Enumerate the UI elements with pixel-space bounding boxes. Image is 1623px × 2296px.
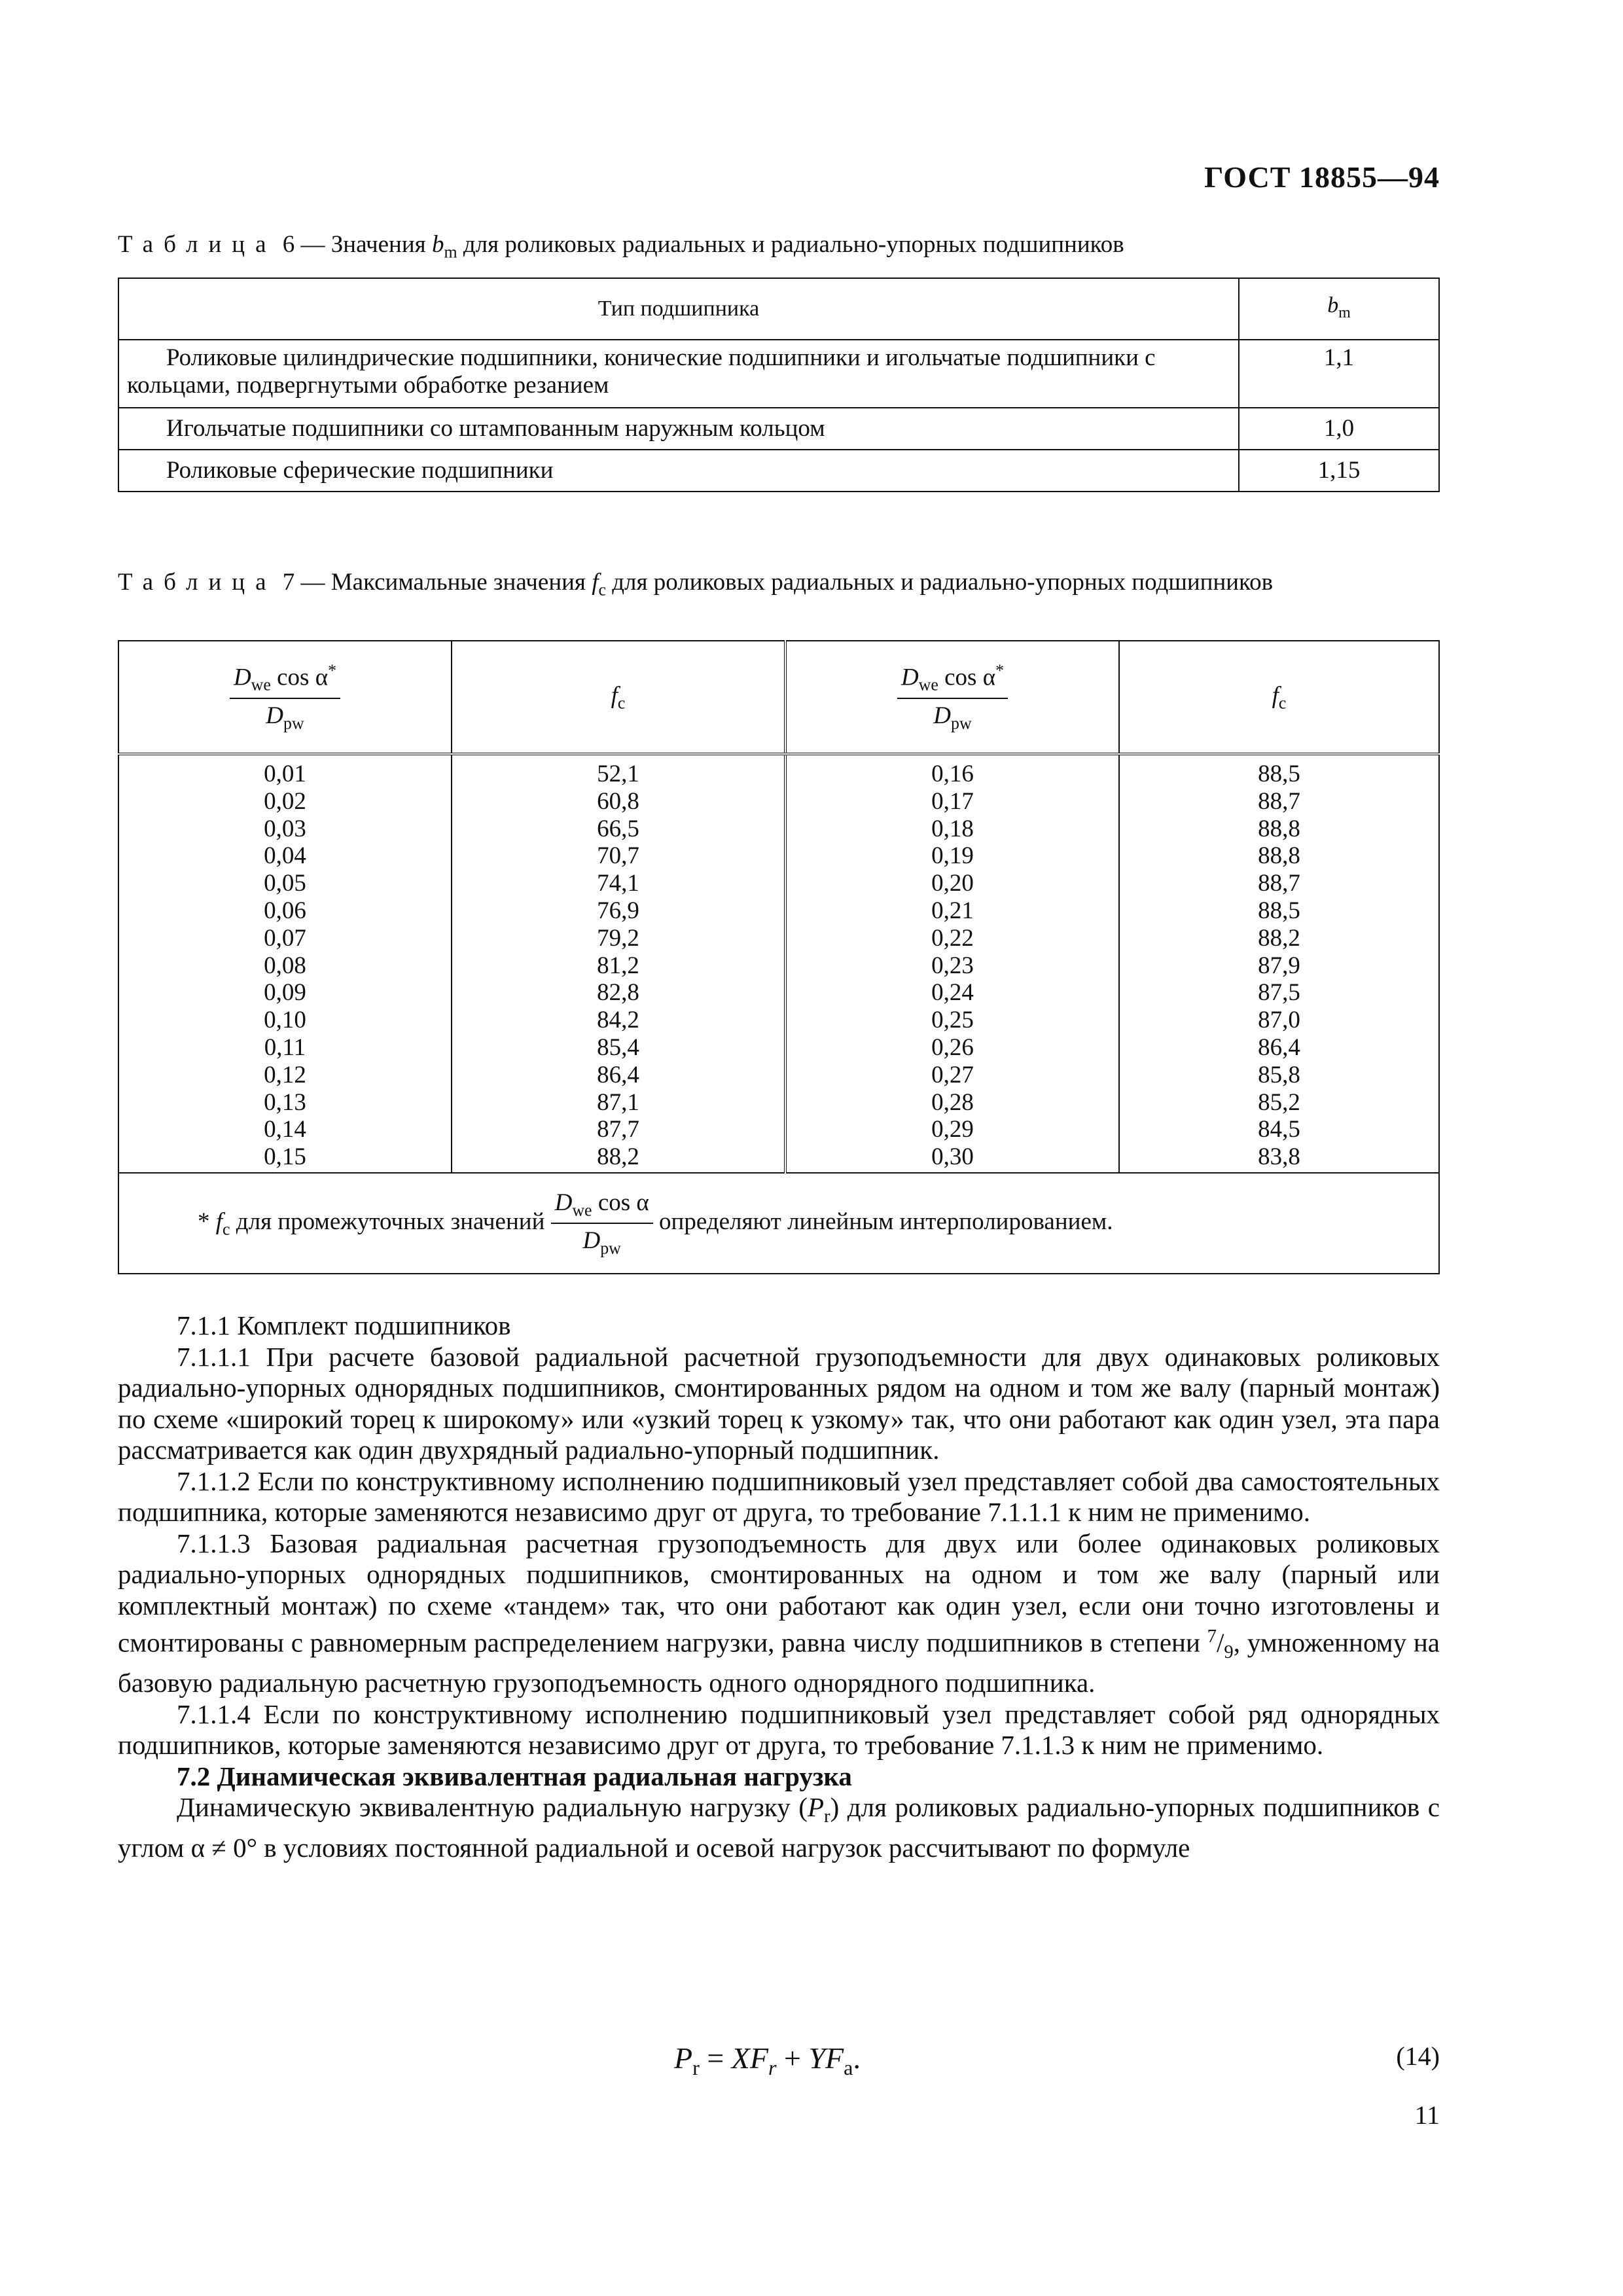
table7-header-row bbox=[118, 641, 1439, 754]
table7-value: 52,1 bbox=[597, 761, 639, 787]
table7-col-fc-1: $f_c$ bbox=[452, 641, 785, 754]
table7-caption bbox=[118, 568, 1440, 604]
footnote-fraction: $\frac{D_{we} \cos \alpha}{D_{pw}}$ bbox=[551, 1189, 653, 1259]
table7-value: 0,10 bbox=[264, 1007, 306, 1034]
table7-value: 88,8 bbox=[1258, 842, 1300, 870]
table7-value: 0,30 bbox=[931, 1143, 974, 1171]
table6-row-value: 1,15 bbox=[1239, 450, 1439, 492]
table7-footnote-row bbox=[118, 1173, 1439, 1274]
table7-col-fc-2: $f_c$ bbox=[1119, 641, 1439, 754]
table6 bbox=[118, 278, 1440, 492]
table-row bbox=[118, 408, 1439, 450]
table7-value: 88,5 bbox=[1258, 897, 1300, 924]
table6-header-row bbox=[118, 278, 1439, 340]
table7-value: 0,27 bbox=[931, 1061, 974, 1088]
table7-value: 79,2 bbox=[597, 924, 639, 952]
table7 bbox=[118, 640, 1440, 1274]
table-row bbox=[118, 450, 1439, 492]
table7-value: 85,2 bbox=[1258, 1088, 1300, 1116]
table7-value: 0,22 bbox=[931, 924, 974, 952]
heading-7-2: 7.2 Динамическая эквивалентная радиальная нагрузка bbox=[177, 1761, 852, 1791]
para-7-2: Динамическую эквивалентную радиальную нагрузку $(P_r)$ для роликовых радиально-упорных подшипников с углом α ≠ 0° в условиях постоянной радиальной и осевой нагрузок рассчитывают по формуле bbox=[118, 1792, 1440, 1863]
para-7-1-1: 7.1.1 Комплект подшипников bbox=[177, 1310, 511, 1340]
table7-col-ratio-2 bbox=[785, 641, 1119, 754]
table7-value: 88,2 bbox=[597, 1143, 639, 1171]
para-7-1-1-3: 7.1.1.3 Базовая радиальная расчетная грузоподъемность для двух или более одинаковых роликовых радиально-упорных однорядных подшипников, смонтированных на одном и том же валу (парный или комплектный монтаж) по схеме «тандем» так, что они работают как один узел, если они точно изготовлены и смонтированы с равномерным распределением нагрузки, равна числу подшипников в степени $^7/_9$, умноженному на базовую радиальную расчетную грузоподъемность одного однорядного подшипника. bbox=[118, 1528, 1440, 1698]
table7-value: 85,4 bbox=[597, 1033, 639, 1061]
table7-value: 66,5 bbox=[597, 815, 639, 842]
table7-value: 0,28 bbox=[931, 1088, 974, 1116]
table7-value: 0,14 bbox=[264, 1116, 306, 1143]
table7-value: 0,19 bbox=[931, 842, 974, 870]
table7-value: 0,15 bbox=[264, 1143, 306, 1171]
table7-value: 0,12 bbox=[264, 1061, 306, 1088]
table7-value: 76,9 bbox=[597, 897, 639, 924]
table6-col-b: $b_m$ bbox=[1239, 278, 1439, 340]
table6-row-type: Роликовые цилиндрические подшипники, конические подшипники и игольчатые подшипники с кольцами, подвергнутыми обработке резанием bbox=[118, 340, 1239, 408]
table7-value: 0,05 bbox=[264, 870, 306, 897]
table7-value: 84,5 bbox=[1258, 1116, 1300, 1143]
table7-value: 0,17 bbox=[931, 787, 974, 815]
table7-value: 87,0 bbox=[1258, 1007, 1300, 1034]
document-header: ГОСТ 18855—94 bbox=[1204, 160, 1440, 194]
table7-value: 0,25 bbox=[931, 1007, 974, 1034]
table7-title: — Максимальные значения $f_c$ для роликовых радиальных и радиально-упорных подшипников bbox=[300, 569, 1274, 600]
table7-value: 88,7 bbox=[1258, 787, 1300, 815]
para-7-1-1-1: 7.1.1.1 При расчете базовой радиальной расчетной грузоподъемности для двух одинаковых роликовых радиально-упорных однорядных подшипников, смонтированных рядом на одном и том же валу (парный монтаж) по схеме «широкий торец к широкому» или «узкий торец к узкому» так, что они работают как один узел, эта пара рассматривается как один двухрядный радиально-упорный подшипник. bbox=[118, 1341, 1440, 1465]
table7-value: 0,21 bbox=[931, 897, 974, 924]
ratio-fraction: $\frac{D_{we} \cos \alpha^*}{D_{pw}}$ bbox=[897, 661, 1008, 733]
table7-number: 7 bbox=[282, 569, 295, 596]
table6-col-type: Тип подшипника bbox=[118, 278, 1239, 340]
table7-value: 70,7 bbox=[597, 842, 639, 870]
table7-value: 82,8 bbox=[597, 979, 639, 1007]
table7-value: 87,7 bbox=[597, 1116, 639, 1143]
table7-value: 0,26 bbox=[931, 1033, 974, 1061]
table7-value: 87,5 bbox=[1258, 979, 1300, 1007]
table6-caption bbox=[118, 230, 1440, 266]
formula-number: (14) bbox=[1396, 2041, 1440, 2071]
table7-col2-values bbox=[452, 754, 785, 1173]
table7-value: 88,2 bbox=[1258, 924, 1300, 952]
table7-footnote: * $f_c$ для промежуточных значений $\frac{D_{we} \cos \alpha}{D_{pw}}$ определяют линейным интерполированием. bbox=[118, 1173, 1439, 1274]
body-text bbox=[118, 1310, 1440, 1864]
table7-value: 0,16 bbox=[931, 761, 974, 787]
table7-value: 0,06 bbox=[264, 897, 306, 924]
table7-value: 0,13 bbox=[264, 1088, 306, 1116]
table7-value: 0,20 bbox=[931, 870, 974, 897]
table7-value: 88,8 bbox=[1258, 815, 1300, 842]
table7-value: 0,09 bbox=[264, 979, 306, 1007]
table7-value: 0,08 bbox=[264, 952, 306, 979]
table7-value: 88,5 bbox=[1258, 761, 1300, 787]
table7-col3-values bbox=[785, 754, 1119, 1173]
table7-col-ratio-1 bbox=[118, 641, 452, 754]
table7-value: 0,23 bbox=[931, 952, 974, 979]
table7-value: 0,04 bbox=[264, 842, 306, 870]
table7-value: 87,9 bbox=[1258, 952, 1300, 979]
table6-row-type: Роликовые сферические подшипники bbox=[118, 450, 1239, 492]
table7-value: 60,8 bbox=[597, 787, 639, 815]
table7-col4-values bbox=[1119, 754, 1439, 1173]
table7-value: 88,7 bbox=[1258, 870, 1300, 897]
table7-col1-values bbox=[118, 754, 452, 1173]
para-7-1-1-2: 7.1.1.2 Если по конструктивному исполнению подшипниковый узел представляет собой два самостоятельных подшипника, которые заменяются независимо друг от друга, то требование 7.1.1.1 к ним не применимо. bbox=[118, 1465, 1440, 1527]
ratio-fraction: $\frac{D_{we} \cos \alpha^*}{D_{pw}}$ bbox=[230, 661, 340, 733]
table6-label: Таблица bbox=[118, 231, 277, 258]
table6-row-value: 1,1 bbox=[1239, 340, 1439, 408]
table7-value: 0,11 bbox=[264, 1033, 306, 1061]
table7-value: 0,07 bbox=[264, 924, 306, 952]
table7-value: 84,2 bbox=[597, 1007, 639, 1034]
table7-value: 86,4 bbox=[1258, 1033, 1300, 1061]
table7-data-row bbox=[118, 754, 1439, 1173]
table7-value: 81,2 bbox=[597, 952, 639, 979]
table7-value: 87,1 bbox=[597, 1088, 639, 1116]
table6-row-value: 1,0 bbox=[1239, 408, 1439, 450]
table7-value: 74,1 bbox=[597, 870, 639, 897]
table7-value: 0,02 bbox=[264, 787, 306, 815]
table7-value: 83,8 bbox=[1258, 1143, 1300, 1171]
table6-title: — Значения $b_m$ для роликовых радиальных и радиально-упорных подшипников bbox=[300, 231, 1124, 262]
table7-value: 0,03 bbox=[264, 815, 306, 842]
table7-value: 0,29 bbox=[931, 1116, 974, 1143]
table6-row-type: Игольчатые подшипники со штампованным наружным кольцом bbox=[118, 408, 1239, 450]
table7-value: 86,4 bbox=[597, 1061, 639, 1088]
table-row bbox=[118, 340, 1439, 408]
formula-14 bbox=[118, 2041, 1440, 2080]
page-number: 11 bbox=[1414, 2100, 1440, 2130]
formula-expression: $P_r = XF_r + YF_a$. bbox=[674, 2041, 861, 2080]
table7-value: 85,8 bbox=[1258, 1061, 1300, 1088]
table7-value: 0,18 bbox=[931, 815, 974, 842]
table7-label: Таблица bbox=[118, 569, 277, 596]
para-7-1-1-4: 7.1.1.4 Если по конструктивному исполнению подшипниковый узел представляет собой ряд однорядных подшипников, которые заменяются независимо друг от друга, то требование 7.1.1.3 к ним не применимо. bbox=[118, 1698, 1440, 1761]
table7-value: 0,01 bbox=[264, 761, 306, 787]
table7-value: 0,24 bbox=[931, 979, 974, 1007]
table6-number: 6 bbox=[282, 231, 295, 258]
